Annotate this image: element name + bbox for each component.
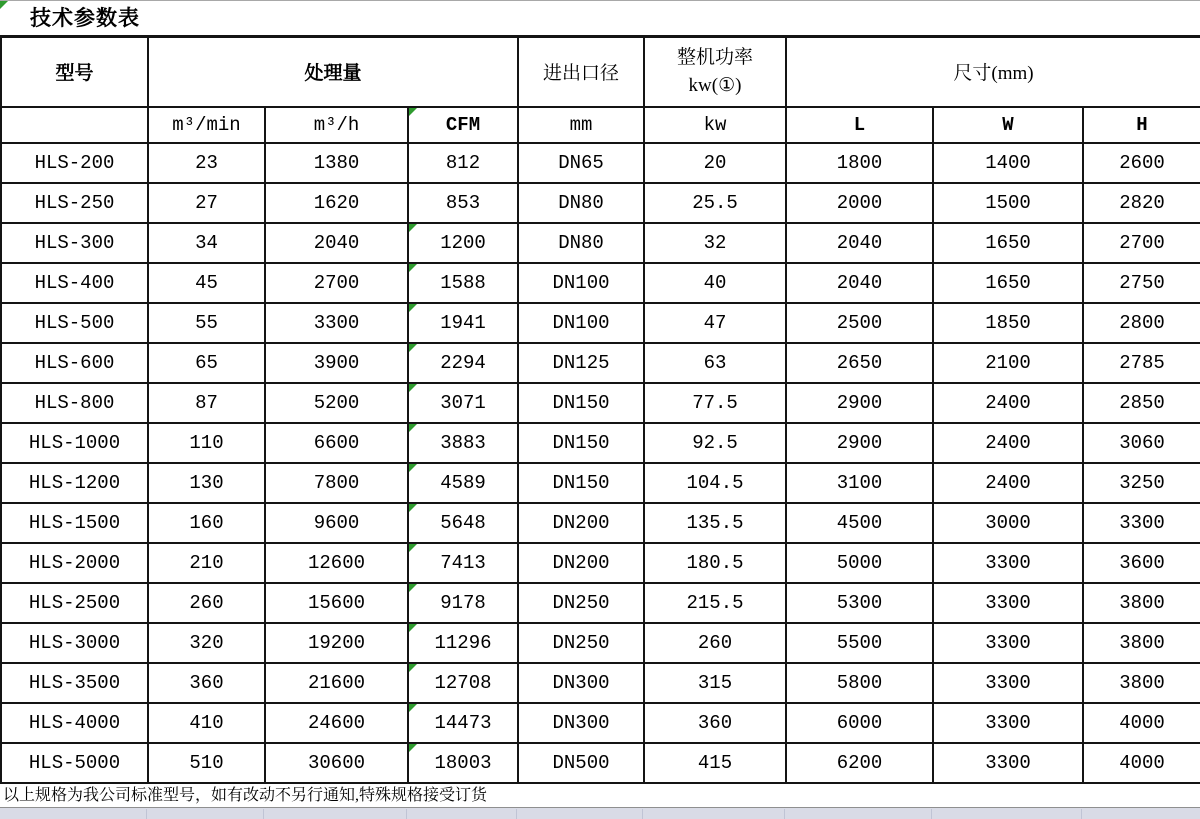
- cell-dim-w[interactable]: 3300: [933, 703, 1083, 743]
- cell-dim-w[interactable]: 1650: [933, 263, 1083, 303]
- cell-dim-l[interactable]: 5800: [786, 663, 933, 703]
- cell-model[interactable]: HLS-250: [1, 183, 148, 223]
- table-row: [1, 463, 1200, 503]
- cell-m3-h[interactable]: 5200: [265, 383, 408, 423]
- cell-m3-h[interactable]: 3900: [265, 343, 408, 383]
- cell-dim-h[interactable]: 2850: [1083, 383, 1200, 423]
- header-dim-l[interactable]: L: [786, 107, 933, 143]
- header-capacity[interactable]: 处理量: [148, 37, 518, 107]
- cell-m3-h[interactable]: 19200: [265, 623, 408, 663]
- cell-m3-h[interactable]: 12600: [265, 543, 408, 583]
- header-unit-cfm[interactable]: CFM: [408, 107, 518, 143]
- cell-dn[interactable]: DN65: [518, 143, 644, 183]
- cell-kw[interactable]: 25.5: [644, 183, 786, 223]
- cell-dn[interactable]: DN500: [518, 743, 644, 783]
- cell-kw[interactable]: 180.5: [644, 543, 786, 583]
- header-unit-kw[interactable]: kw: [644, 107, 786, 143]
- cell-dim-l[interactable]: 4500: [786, 503, 933, 543]
- footnote-row[interactable]: [0, 784, 1200, 807]
- grid-separator: [406, 809, 407, 819]
- table-row: [1, 263, 1200, 303]
- cell-dn[interactable]: DN250: [518, 623, 644, 663]
- cell-m3-min[interactable]: 34: [148, 223, 265, 263]
- cell-dim-w[interactable]: 1650: [933, 223, 1083, 263]
- cell-kw[interactable]: 32: [644, 223, 786, 263]
- cell-dim-h[interactable]: 3800: [1083, 663, 1200, 703]
- header-unit-m3h[interactable]: m³/h: [265, 107, 408, 143]
- cell-dim-w[interactable]: 2400: [933, 383, 1083, 423]
- header-model-unit-empty[interactable]: [1, 107, 148, 143]
- cell-model[interactable]: HLS-800: [1, 383, 148, 423]
- cell-dim-w[interactable]: 2400: [933, 463, 1083, 503]
- table-row: [1, 303, 1200, 343]
- cell-cfm[interactable]: 12708: [408, 663, 518, 703]
- cell-dim-w[interactable]: 2100: [933, 343, 1083, 383]
- header-group-row: [1, 37, 1200, 107]
- cell-m3-h[interactable]: 6600: [265, 423, 408, 463]
- cell-dim-w[interactable]: 1500: [933, 183, 1083, 223]
- grid-separator: [1081, 809, 1082, 819]
- cell-dim-h[interactable]: 2700: [1083, 223, 1200, 263]
- cell-dn[interactable]: DN250: [518, 583, 644, 623]
- cell-cfm[interactable]: 1588: [408, 263, 518, 303]
- cell-model[interactable]: HLS-2500: [1, 583, 148, 623]
- cell-dn[interactable]: DN100: [518, 263, 644, 303]
- cell-m3-min[interactable]: 65: [148, 343, 265, 383]
- cell-model[interactable]: HLS-600: [1, 343, 148, 383]
- cell-dim-h[interactable]: 2750: [1083, 263, 1200, 303]
- cell-dim-l[interactable]: 2900: [786, 383, 933, 423]
- cell-dim-w[interactable]: 3300: [933, 663, 1083, 703]
- cell-dim-l[interactable]: 2650: [786, 343, 933, 383]
- grid-separator: [516, 809, 517, 819]
- cell-m3-min[interactable]: 27: [148, 183, 265, 223]
- cell-dim-h[interactable]: 3600: [1083, 543, 1200, 583]
- cell-kw[interactable]: 260: [644, 623, 786, 663]
- cell-model[interactable]: HLS-1000: [1, 423, 148, 463]
- cell-dim-l[interactable]: 5300: [786, 583, 933, 623]
- cell-m3-h[interactable]: 7800: [265, 463, 408, 503]
- cell-m3-h[interactable]: 3300: [265, 303, 408, 343]
- cell-dim-l[interactable]: 2040: [786, 263, 933, 303]
- cell-dim-h[interactable]: 3800: [1083, 623, 1200, 663]
- cell-kw[interactable]: 63: [644, 343, 786, 383]
- cell-dim-l[interactable]: 1800: [786, 143, 933, 183]
- cell-dim-l[interactable]: 2000: [786, 183, 933, 223]
- cell-m3-min[interactable]: 55: [148, 303, 265, 343]
- header-unit-mm[interactable]: mm: [518, 107, 644, 143]
- spec-table: [0, 35, 1200, 784]
- cell-dim-w[interactable]: 1850: [933, 303, 1083, 343]
- cell-m3-min[interactable]: 45: [148, 263, 265, 303]
- table-title: 技术参数表: [30, 6, 140, 30]
- cell-dim-h[interactable]: 3300: [1083, 503, 1200, 543]
- cell-m3-min[interactable]: 410: [148, 703, 265, 743]
- cell-model[interactable]: HLS-1500: [1, 503, 148, 543]
- cell-cfm[interactable]: 7413: [408, 543, 518, 583]
- cell-model[interactable]: HLS-2000: [1, 543, 148, 583]
- cell-m3-min[interactable]: 210: [148, 543, 265, 583]
- cell-model[interactable]: HLS-3500: [1, 663, 148, 703]
- cell-dim-w[interactable]: 2400: [933, 423, 1083, 463]
- cell-m3-h[interactable]: 1620: [265, 183, 408, 223]
- cell-model[interactable]: HLS-4000: [1, 703, 148, 743]
- cell-m3-h[interactable]: 30600: [265, 743, 408, 783]
- cell-dn[interactable]: DN150: [518, 383, 644, 423]
- cell-cfm[interactable]: 1941: [408, 303, 518, 343]
- header-power[interactable]: [644, 37, 786, 107]
- cell-dim-h[interactable]: 4000: [1083, 703, 1200, 743]
- cell-kw[interactable]: 92.5: [644, 423, 786, 463]
- cell-dim-h[interactable]: 3800: [1083, 583, 1200, 623]
- cell-dim-l[interactable]: 2040: [786, 223, 933, 263]
- cell-cfm[interactable]: 14473: [408, 703, 518, 743]
- table-row: [1, 543, 1200, 583]
- cell-dim-l[interactable]: 3100: [786, 463, 933, 503]
- table-row: [1, 383, 1200, 423]
- cell-cfm[interactable]: 2294: [408, 343, 518, 383]
- cell-model[interactable]: HLS-200: [1, 143, 148, 183]
- cell-dim-l[interactable]: 5500: [786, 623, 933, 663]
- cell-dim-l[interactable]: 6200: [786, 743, 933, 783]
- table-row: [1, 183, 1200, 223]
- cell-cfm[interactable]: 853: [408, 183, 518, 223]
- cell-m3-min[interactable]: 360: [148, 663, 265, 703]
- table-row: [1, 623, 1200, 663]
- cell-cfm[interactable]: 4589: [408, 463, 518, 503]
- cell-m3-h[interactable]: 1380: [265, 143, 408, 183]
- cell-dim-h[interactable]: 2600: [1083, 143, 1200, 183]
- cell-m3-min[interactable]: 87: [148, 383, 265, 423]
- cell-model[interactable]: HLS-1200: [1, 463, 148, 503]
- cell-dim-w[interactable]: 3300: [933, 543, 1083, 583]
- cell-model[interactable]: HLS-400: [1, 263, 148, 303]
- cell-m3-min[interactable]: 23: [148, 143, 265, 183]
- header-unit-row: [1, 107, 1200, 143]
- cell-kw[interactable]: 104.5: [644, 463, 786, 503]
- cell-dn[interactable]: DN150: [518, 463, 644, 503]
- cell-dim-w[interactable]: 3300: [933, 623, 1083, 663]
- cell-dim-l[interactable]: 2900: [786, 423, 933, 463]
- cell-cfm[interactable]: 9178: [408, 583, 518, 623]
- cell-dim-h[interactable]: 4000: [1083, 743, 1200, 783]
- header-dim-w[interactable]: W: [933, 107, 1083, 143]
- table-row: [1, 423, 1200, 463]
- header-model[interactable]: 型号: [1, 37, 148, 107]
- table-row: [1, 703, 1200, 743]
- cell-model[interactable]: HLS-3000: [1, 623, 148, 663]
- cell-dim-l[interactable]: 2500: [786, 303, 933, 343]
- cell-m3-h[interactable]: 21600: [265, 663, 408, 703]
- cell-model[interactable]: HLS-500: [1, 303, 148, 343]
- cell-kw[interactable]: 360: [644, 703, 786, 743]
- grid-separator: [931, 809, 932, 819]
- table-row: [1, 223, 1200, 263]
- cell-model[interactable]: HLS-300: [1, 223, 148, 263]
- cell-cfm[interactable]: 812: [408, 143, 518, 183]
- cell-dim-w[interactable]: 3300: [933, 583, 1083, 623]
- cell-dim-w[interactable]: 3000: [933, 503, 1083, 543]
- cell-dim-h[interactable]: 2820: [1083, 183, 1200, 223]
- cell-kw[interactable]: 315: [644, 663, 786, 703]
- cell-m3-min[interactable]: 320: [148, 623, 265, 663]
- header-dimensions[interactable]: 尺寸(mm): [786, 37, 1200, 107]
- cell-m3-min[interactable]: 160: [148, 503, 265, 543]
- cell-dim-h[interactable]: 3060: [1083, 423, 1200, 463]
- cell-m3-h[interactable]: 2040: [265, 223, 408, 263]
- cell-cfm[interactable]: 5648: [408, 503, 518, 543]
- cell-dn[interactable]: DN125: [518, 343, 644, 383]
- cell-kw[interactable]: 135.5: [644, 503, 786, 543]
- next-spreadsheet-row-partial[interactable]: [0, 807, 1200, 819]
- cell-dn[interactable]: DN200: [518, 543, 644, 583]
- cell-dn[interactable]: DN80: [518, 183, 644, 223]
- table-row: [1, 583, 1200, 623]
- cell-kw[interactable]: 415: [644, 743, 786, 783]
- cell-m3-h[interactable]: 2700: [265, 263, 408, 303]
- cell-model[interactable]: HLS-5000: [1, 743, 148, 783]
- cell-cfm[interactable]: 1200: [408, 223, 518, 263]
- cell-kw[interactable]: 215.5: [644, 583, 786, 623]
- table-row: [1, 503, 1200, 543]
- table-row: [1, 663, 1200, 703]
- table-row: [1, 343, 1200, 383]
- header-inlet-outlet[interactable]: 进出口径: [518, 37, 644, 107]
- table-body: [1, 143, 1200, 783]
- cell-kw[interactable]: 20: [644, 143, 786, 183]
- cell-kw[interactable]: 77.5: [644, 383, 786, 423]
- cell-cfm[interactable]: 11296: [408, 623, 518, 663]
- cell-dim-h[interactable]: 3250: [1083, 463, 1200, 503]
- cell-cfm[interactable]: 18003: [408, 743, 518, 783]
- grid-separator: [784, 809, 785, 819]
- cell-kw[interactable]: 40: [644, 263, 786, 303]
- header-unit-m3min[interactable]: m³/min: [148, 107, 265, 143]
- cell-dn[interactable]: DN100: [518, 303, 644, 343]
- table-row: [1, 743, 1200, 783]
- cell-m3-h[interactable]: 24600: [265, 703, 408, 743]
- footnote-text: 以上规格为我公司标准型号，如有改动不另行通知,特殊规格接受订货: [3, 787, 487, 804]
- cell-dim-l[interactable]: 5000: [786, 543, 933, 583]
- cell-dn[interactable]: DN80: [518, 223, 644, 263]
- header-dim-h[interactable]: H: [1083, 107, 1200, 143]
- cell-m3-min[interactable]: 110: [148, 423, 265, 463]
- cell-dn[interactable]: DN150: [518, 423, 644, 463]
- table-row: [1, 143, 1200, 183]
- cell-dn[interactable]: DN200: [518, 503, 644, 543]
- cell-dim-w[interactable]: 1400: [933, 143, 1083, 183]
- header-power-line1: 整机功率: [645, 44, 785, 72]
- header-power-line2: kw(①): [645, 72, 785, 100]
- cell-m3-min[interactable]: 260: [148, 583, 265, 623]
- cell-dim-h[interactable]: 2785: [1083, 343, 1200, 383]
- cell-cfm[interactable]: 3883: [408, 423, 518, 463]
- table-title-cell[interactable]: [0, 1, 1200, 35]
- cell-m3-min[interactable]: 130: [148, 463, 265, 503]
- grid-separator: [263, 809, 264, 819]
- cell-m3-min[interactable]: 510: [148, 743, 265, 783]
- cell-dim-h[interactable]: 2800: [1083, 303, 1200, 343]
- grid-separator: [642, 809, 643, 819]
- cell-m3-h[interactable]: 15600: [265, 583, 408, 623]
- cell-kw[interactable]: 47: [644, 303, 786, 343]
- cell-dim-w[interactable]: 3300: [933, 743, 1083, 783]
- cell-dim-l[interactable]: 6000: [786, 703, 933, 743]
- cell-cfm[interactable]: 3071: [408, 383, 518, 423]
- cell-dn[interactable]: DN300: [518, 663, 644, 703]
- grid-separator: [146, 809, 147, 819]
- cell-dn[interactable]: DN300: [518, 703, 644, 743]
- cell-m3-h[interactable]: 9600: [265, 503, 408, 543]
